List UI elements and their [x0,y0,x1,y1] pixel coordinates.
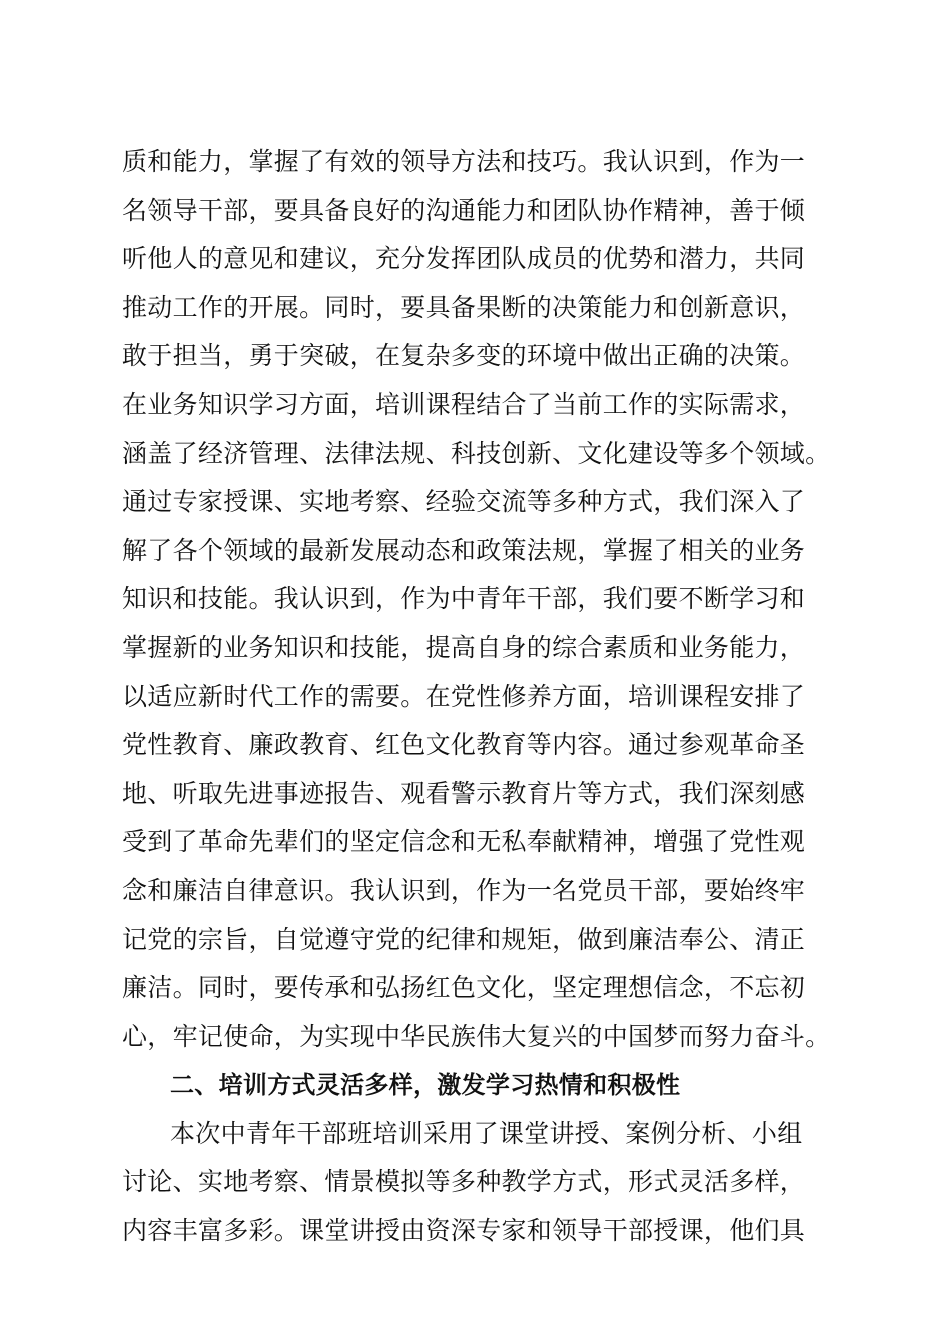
paragraph-line: 涵盖了经济管理、法律法规、科技创新、文化建设等多个领域。 [122,438,831,468]
paragraph-line: 在业务知识学习方面，培训课程结合了当前工作的实际需求， [122,389,806,419]
paragraph-line: 名领导干部，要具备良好的沟通能力和团队协作精神，善于倾 [122,195,806,225]
body-text [122,138,842,1256]
paragraph-line: 党性教育、廉政教育、红色文化教育等内容。通过参观革命圣 [122,730,806,760]
paragraph-line: 记党的宗旨，自觉遵守党的纪律和规矩，做到廉洁奉公、清正 [122,924,806,954]
section-heading: 二、培训方式灵活多样，激发学习热情和积极性 [170,1071,681,1100]
paragraph-line: 受到了革命先辈们的坚定信念和无私奉献精神，增强了党性观 [122,827,806,857]
paragraph-line: 本次中青年干部班培训采用了课堂讲授、案例分析、小组 [170,1118,803,1148]
paragraph-line: 掌握新的业务知识和技能，提高自身的综合素质和业务能力， [122,632,806,662]
paragraph-line: 内容丰富多彩。课堂讲授由资深专家和领导干部授课，他们具 [122,1216,806,1246]
paragraph-line: 听他人的意见和建议，充分发挥团队成员的优势和潜力，共同 [122,244,806,274]
paragraph-line: 解了各个领域的最新发展动态和政策法规，掌握了相关的业务 [122,535,806,565]
paragraph-line: 敢于担当，勇于突破，在复杂多变的环境中做出正确的决策。 [122,341,806,371]
paragraph-line: 廉洁。同时，要传承和弘扬红色文化，坚定理想信念，不忘初 [122,973,806,1003]
paragraph-line: 以适应新时代工作的需要。在党性修养方面，培训课程安排了 [122,681,806,711]
paragraph-line: 质和能力，掌握了有效的领导方法和技巧。我认识到，作为一 [122,147,806,176]
paragraph-line: 推动工作的开展。同时，要具备果断的决策能力和创新意识， [122,292,806,322]
paragraph-line: 心，牢记使命，为实现中华民族伟大复兴的中国梦而努力奋斗。 [122,1021,831,1051]
paragraph-line: 地、听取先进事迹报告、观看警示教育片等方式，我们深刻感 [122,778,806,808]
paragraph-line: 知识和技能。我认识到，作为中青年干部，我们要不断学习和 [122,584,806,614]
paragraph-line: 通过专家授课、实地考察、经验交流等多种方式，我们深入了 [122,487,806,517]
paragraph-line: 讨论、实地考察、情景模拟等多种教学方式，形式灵活多样， [122,1167,806,1197]
paragraph-line: 念和廉洁自律意识。我认识到，作为一名党员干部，要始终牢 [122,875,806,905]
